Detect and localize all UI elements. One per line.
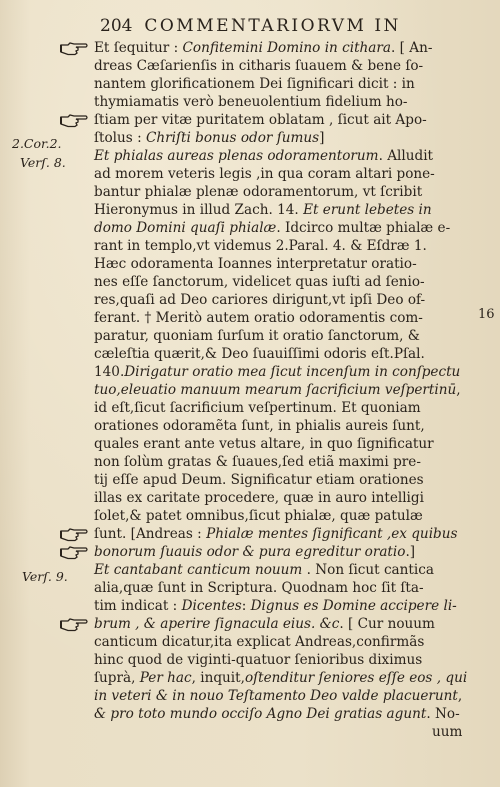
margin-note-verse-8: Verſ. 8.: [20, 155, 66, 170]
text-line: bonorum ſuauis odor & pura egreditur oratio.]: [94, 544, 416, 560]
manicule-icon: [60, 113, 88, 129]
text-line: Et cantabant canticum nouum . Non ſicut cantica: [94, 562, 434, 578]
manicule-icon: [60, 545, 88, 561]
page-number: 204: [100, 16, 133, 36]
text-line: ſolet,& patet omnibus,ſicut phialæ, quæ patulæ: [94, 508, 423, 524]
text-line: brum , & aperire ſignacula eius. &c. [ Cur nouum: [94, 616, 435, 632]
text-line: bantur phialæ plenæ odoramentorum, vt ſcribit: [94, 184, 423, 200]
text-line: illas ex caritate procedere, quæ in auro intelligi: [94, 490, 424, 506]
text-line: tim indicat : Dicentes: Dignus es Domine accipere li-: [94, 598, 457, 614]
text-line: ſunt. [Andreas : Phialæ mentes ſignificant ,ex quibus: [94, 526, 458, 542]
text-line: alia,quæ ſunt in Scriptura. Quodnam hoc ſit ſta-: [94, 580, 424, 596]
text-line: Et ſequitur : Confitemini Domino in cithara. [ An-: [94, 40, 433, 56]
running-header: [100, 16, 480, 36]
text-line: quales erant ante vetus altare, in quo ſignificatur: [94, 436, 434, 452]
text-line: tuo,eleuatio manuum mearum ſacrificium veſpertinū,: [94, 382, 461, 398]
text-line: uum: [432, 724, 463, 740]
text-line: Hieronymus in illud Zach. 14. Et erunt lebetes in: [94, 202, 432, 218]
manicule-icon: [60, 41, 88, 57]
text-line: nes eſſe ſanctorum, videlicet quas iuſti ad ſenio-: [94, 274, 425, 290]
manicule-icon: [60, 617, 88, 633]
manicule-icon: [60, 527, 88, 543]
text-line: ad morem veteris legis ,in qua coram altari pone-: [94, 166, 435, 182]
text-line: domo Domini quaſi phialæ. Idcirco multæ phialæ e-: [94, 220, 451, 236]
text-line: & pro toto mundo occiſo Agno Dei gratias agunt. No-: [94, 706, 460, 722]
text-line: thymiamatis verò beneuolentium fidelium ho-: [94, 94, 408, 110]
text-line: canticum dicatur,ita explicat Andreas,confirmãs: [94, 634, 425, 650]
text-line: Hæc odoramenta Ioannes interpretatur oratio-: [94, 256, 417, 272]
text-line: Et phialas aureas plenas odoramentorum. Alludit: [94, 148, 433, 164]
text-line: 140.Dirigatur oratio mea ſicut incenſum in conſpectu: [94, 364, 461, 380]
margin-note-cor: 2.Cor.2.: [12, 136, 62, 151]
text-line: hinc quod de viginti-quatuor ſenioribus diximus: [94, 652, 423, 668]
text-line: res,quaſi ad Deo cariores dirigunt,vt ipſi Deo of-: [94, 292, 426, 308]
text-line: ſuprà, Per hac, inquit,oſtenditur ſeniores eſſe eos , qui: [94, 670, 468, 686]
margin-number-16: 16: [478, 307, 495, 322]
text-line: tij eſſe apud Deum. Significatur etiam orationes: [94, 472, 424, 488]
text-line: paratur, quoniam ſurſum it oratio ſanctorum, &: [94, 328, 420, 344]
text-line: non ſolùm gratas & ſuaues,ſed etiã maximi pre-: [94, 454, 421, 470]
text-line: ſtolus : Chriſti bonus odor ſumus]: [94, 130, 325, 146]
text-line: orationes odoramẽta ſunt, in phialis aureis ſunt,: [94, 418, 425, 434]
text-line: id eſt,ſicut ſacrificium veſpertinum. Et quoniam: [94, 400, 421, 416]
text-line: cæleſtia quærit,& Deo ſuauiſſimi odoris eſt.Pſal.: [94, 346, 425, 362]
text-line: dreas Cæſarienſis in citharis ſuauem & bene ſo-: [94, 58, 424, 74]
running-title: COMMENTARIORVM IN: [144, 16, 401, 36]
text-line: in veteri & in nouo Teſtamento Deo valde placuerunt,: [94, 688, 463, 704]
text-line: nantem glorificationem Dei ſignificari dicit : in: [94, 76, 415, 92]
text-line: ferant. † Meritò autem oratio odoramentis com-: [94, 310, 423, 326]
margin-note-verse-9: Verſ. 9.: [22, 569, 68, 584]
text-line: ſtiam per vitæ puritatem oblatam , ſicut ait Apo-: [94, 112, 427, 128]
text-line: rant in templo,vt videmus 2.Paral. 4. & Eſdræ 1.: [94, 238, 427, 254]
